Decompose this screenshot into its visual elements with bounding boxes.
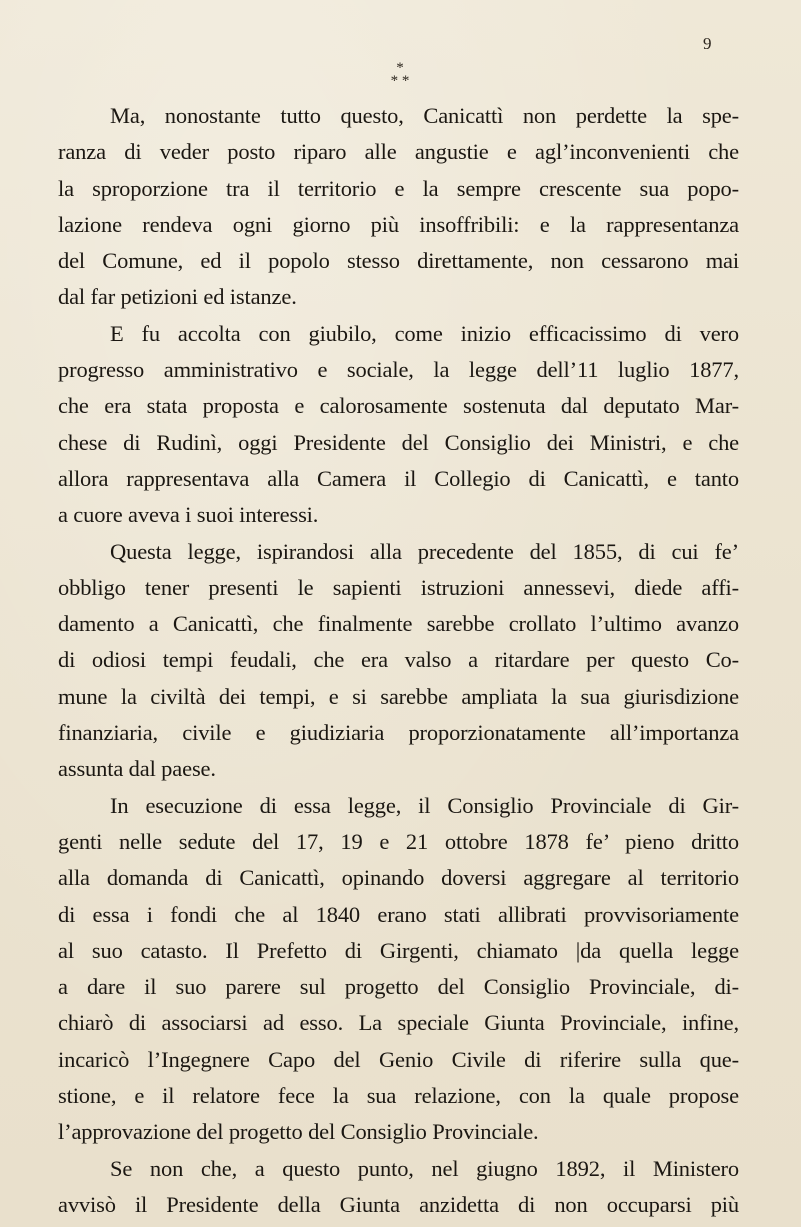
text-line: a cuore aveva i suoi interessi.: [58, 502, 319, 528]
text-line: mune la civiltà dei tempi, e si sarebbe ampliata la sua giurisdizione: [58, 683, 739, 709]
text-line: allora rappresentava alla Camera il Collegio di Canicattì, e tanto: [58, 465, 739, 491]
text-line: incaricò l’Ingegnere Capo del Genio Civile di riferire sulla que-: [58, 1046, 739, 1072]
page-number: 9: [703, 34, 712, 53]
text-line: genti nelle sedute del 17, 19 e 21 ottobre 1878 fe’ pieno dritto: [58, 828, 739, 854]
asterism-separator: [380, 62, 420, 88]
text-line: chiarò di associarsi ad esso. La speciale Giunta Provinciale, infine,: [58, 1010, 739, 1036]
text-line: la sproporzione tra il territorio e la sempre crescente sua popo-: [58, 175, 739, 201]
text-line: dal far petizioni ed istanze.: [58, 284, 297, 310]
text-line: di odiosi tempi feudali, che era valso a ritardare per questo Co-: [58, 647, 739, 673]
body-text: [58, 98, 739, 1223]
text-line: Se non che, a questo punto, nel giugno 1892, il Ministero: [110, 1155, 739, 1181]
text-line: al suo catasto. Il Prefetto di Girgenti, chiamato |da quella legge: [58, 937, 739, 963]
text-line: lazione rendeva ogni giorno più insoffribili: e la rappresentanza: [58, 211, 739, 237]
text-line: damento a Canicattì, che finalmente sarebbe crollato l’ultimo avanzo: [58, 611, 739, 637]
asterism-top-star: *: [396, 60, 404, 76]
text-line: che era stata proposta e calorosamente sostenuta dal deputato Mar-: [58, 393, 739, 419]
text-line: ranza di veder posto riparo alle angustie e agl’inconvenienti che: [58, 139, 739, 165]
text-line: Questa legge, ispirandosi alla precedente del 1855, di cui fe’: [110, 538, 739, 564]
text-line: obbligo tener presenti le sapienti istruzioni annessevi, diede affi-: [58, 574, 739, 600]
text-line: di essa i fondi che al 1840 erano stati allibrati provvisoriamente: [58, 901, 739, 927]
text-line: l’approvazione del progetto del Consiglio Provinciale.: [58, 1119, 539, 1145]
text-line: finanziaria, civile e giudiziaria proporzionatamente all’importanza: [58, 720, 739, 746]
text-line: alla domanda di Canicattì, opinando doversi aggregare al territorio: [58, 865, 739, 891]
text-line: chese di Rudinì, oggi Presidente del Consiglio dei Ministri, e che: [58, 429, 739, 455]
text-line: In esecuzione di essa legge, il Consiglio Provinciale di Gir-: [110, 792, 739, 818]
text-line: avvisò il Presidente della Giunta anzidetta di non occuparsi più: [58, 1191, 739, 1217]
text-line: stione, e il relatore fece la sua relazione, con la quale propose: [58, 1083, 739, 1109]
asterism-bottom-stars: * *: [390, 73, 410, 89]
text-line: Ma, nonostante tutto questo, Canicattì non perdette la spe-: [110, 103, 739, 128]
text-line: E fu accolta con giubilo, come inizio efficacissimo di vero: [110, 320, 739, 346]
text-line: del Comune, ed il popolo stesso direttamente, non cessarono mai: [58, 248, 739, 274]
text-line: assunta dal paese.: [58, 756, 216, 782]
text-line: progresso amministrativo e sociale, la legge dell’11 luglio 1877,: [58, 357, 739, 383]
text-line: a dare il suo parere sul progetto del Consiglio Provinciale, di-: [58, 974, 739, 1000]
